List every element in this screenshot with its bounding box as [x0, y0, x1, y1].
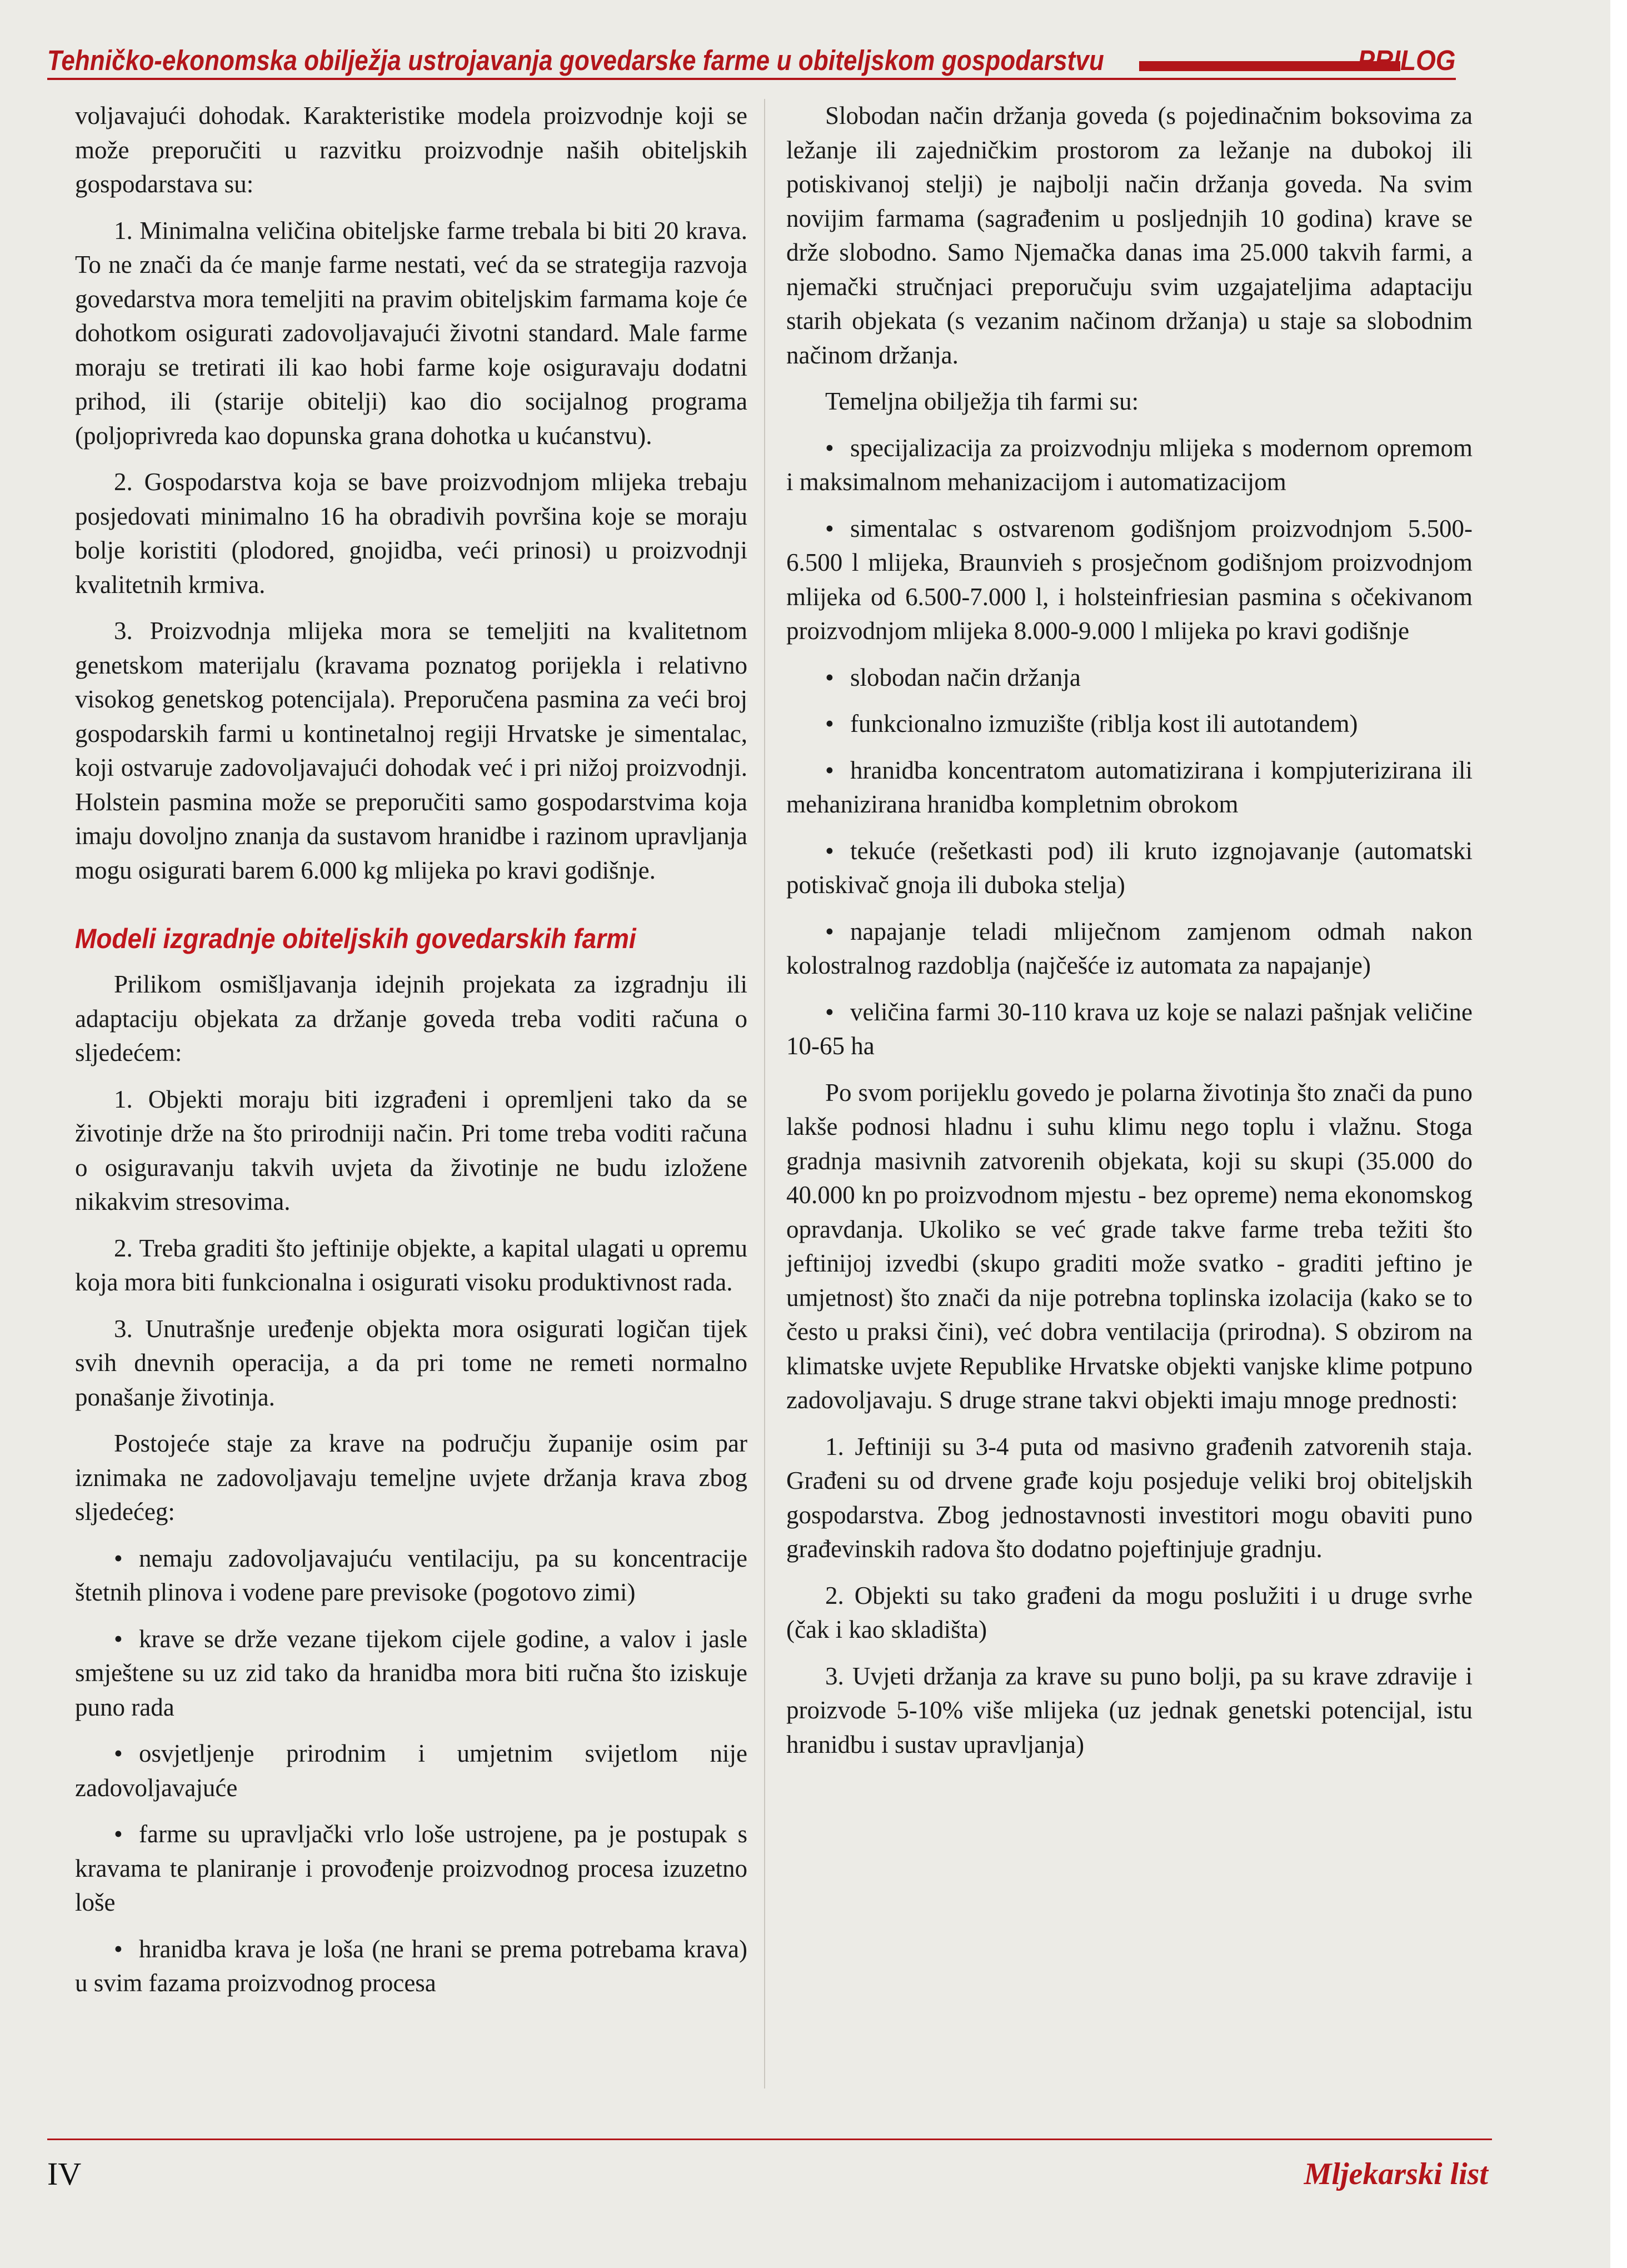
list-item [786, 995, 1473, 1064]
bullet-icon: • [825, 433, 834, 462]
paragraph: 3. Unutrašnje uređenje objekta mora osigurati logičan tijek svih dnevnih operacija, a da pri tome ne remeti normalno ponašanje životinja. [75, 1314, 747, 1411]
bullet-icon: • [825, 836, 834, 865]
list-item-text: hranidba koncentratom automatizirana i kompjuterizirana ili mehanizirana hranidba kompletnim obrokom [786, 756, 1473, 818]
bullet-icon: • [114, 1935, 123, 1963]
list-item-text: funkcionalno izmuzište (riblja kost ili autotandem) [850, 710, 1358, 737]
running-header [47, 32, 1456, 77]
bullet-icon: • [114, 1739, 123, 1767]
list-item-text: veličina farmi 30-110 krava uz koje se nalazi pašnjak veličine 10-65 ha [786, 998, 1473, 1060]
journal-name: Mljekarski list [1304, 2157, 1488, 2191]
list-item-text: hranidba krava je loša (ne hrani se prema potrebama krava) u svim fazama proizvodnog procesa [75, 1935, 747, 1997]
paragraph: 2. Gospodarstva koja se bave proizvodnjom mlijeka trebaju posjedovati minimalno 16 ha obradivih površina koje se moraju bolje koristiti (plodored, gnojidba, veći prinosi) u proizvodnji kvalitetnih krmiva. [75, 468, 747, 599]
list-item [786, 834, 1473, 903]
paragraph: Postojeće staje za krave na području županije osim par iznimaka ne zadovoljavaju temeljne uvjete držanja krava zbog sljedećeg: [75, 1429, 747, 1526]
list-item [786, 661, 1473, 695]
list-item [75, 1542, 747, 1610]
paragraph: 1. Objekti moraju biti izgrađeni i opremljeni tako da se životinje drže na što prirodniji način. Pri tome treba voditi računa o osiguravanju takvih uvjeta da životinje ne budu izložene nikakvim stresovima. [75, 1085, 747, 1215]
paragraph: Prilikom osmišljavanja idejnih projekata za izgradnju ili adaptaciju objekata za držanje goveda treba voditi računa o sljedećem: [75, 970, 747, 1066]
column-divider [764, 99, 765, 2088]
bullet-icon: • [825, 710, 834, 737]
paragraph: Slobodan način držanja goveda (s pojedinačnim boksovima za ležanje ili zajedničkim prostorom za ležanje na dubokoj ili potiskivanoj stelji) je najbolji način držanja goveda. Na svim novijim farmama (sagrađenim u posljednjih 10 godina) krave se drže slobodno. Samo Njemačka danas ima 25.000 takvih farmi, a njemački stručnjaci preporučuju svim uzgajateljima adaptaciju starih objekata (s vezanim načinom držanja) u staje sa slobodnim načinom držanja. [786, 102, 1473, 369]
list-item [75, 1622, 747, 1725]
bullet-list [75, 1542, 747, 2001]
list-item-text: slobodan način držanja [850, 663, 1081, 691]
paragraph: voljavajući dohodak. Karakteristike modela proizvodnje koji se može preporučiti u razvitku proizvodnje naših obiteljskih gospodarstava su: [75, 102, 747, 198]
paragraph: 1. Jeftiniji su 3-4 puta od masivno građenih zatvorenih staja. Građeni su od drvene građe koju posjeduje veliki broj obiteljskih gospodarstva. Zbog jednostavnosti investitori mogu obaviti puno građevinskih radova što dodatno pojeftinjuje gradnju. [786, 1432, 1473, 1563]
bullet-icon: • [825, 756, 834, 784]
header-underline [47, 78, 1456, 80]
list-item-text: simentalac s ostvarenom godišnjom proizvodnjom 5.500-6.500 l mlijeka, Braunvieh s prosječnom godišnjom proizvodnjom mlijeka od 6.500-7.000 l, i holsteinfriesian pasmina s očekivanom proizvodnjom mlijeka 8.000-9.000 l mlijeka po kravi godišnje [786, 514, 1473, 645]
paragraph: Po svom porijeklu govedo je polarna životinja što znači da puno lakše podnosi hladnu i suhu klimu nego toplu i vlažnu. Stoga gradnja masivnih zatvorenih objekata, koji su skupi (35.000 do 40.000 kn po proizvodnom mjestu - bez opreme) nema ekonomskog opravdanja. Ukoliko se već grade takve farme treba težiti što jeftinijoj izvedbi (skupo graditi može svatko - graditi jeftino je umjetnost) što znači da nije potrebna toplinska izolacija (kako se to često u praksi čini), već dobra ventilacija (prirodna). S obzirom na klimatske uvjete Republike Hrvatske objekti vanjske klime potpuno zadovoljavaju. S druge strane takvi objekti imaju mnoge prednosti: [786, 1078, 1473, 1414]
list-item-text: farme su upravljački vrlo loše ustrojene, pa je postupak s kravama te planiranje i provođenje proizvodnog procesa izuzetno loše [75, 1820, 747, 1916]
list-item [75, 1817, 747, 1920]
left-column [75, 99, 747, 2013]
right-column [786, 99, 1473, 1774]
list-item [786, 915, 1473, 983]
bullet-list [786, 431, 1473, 1064]
footer-rule [47, 2139, 1492, 2140]
header-title: Tehničko-ekonomska obilježja ustrojavanja govedarske farme u obiteljskom gospodarstvu [47, 44, 1104, 76]
list-item [786, 512, 1473, 649]
section-heading: Modeli izgradnje obiteljskih govedarskih farmi [75, 923, 636, 954]
list-item-text: napajanje teladi mliječnom zamjenom odmah nakon kolostralnog razdoblja (najčešće iz automata za napajanje) [786, 917, 1473, 979]
list-item-text: nemaju zadovoljavajuću ventilaciju, pa su koncentracije štetnih plinova i vodene pare previsoke (pogotovo zimi) [75, 1544, 747, 1606]
list-item [75, 1932, 747, 2001]
list-item [75, 1737, 747, 1805]
bullet-icon: • [114, 1624, 123, 1653]
header-section-label: PRILOG [1358, 44, 1456, 76]
bullet-icon: • [825, 917, 834, 945]
list-item [786, 707, 1473, 741]
bullet-icon: • [825, 998, 834, 1026]
bullet-icon: • [114, 1544, 123, 1572]
paragraph: Temeljna obilježja tih farmi su: [825, 387, 1139, 415]
scan-edge [1610, 0, 1627, 2268]
page-number: IV [47, 2156, 82, 2192]
bullet-icon: • [825, 514, 834, 542]
paragraph: 3. Proizvodnja mlijeka mora se temeljiti na kvalitetnom genetskom materijalu (kravama poznatog porijekla i relativno visokog genetskog potencijala). Preporučena pasmina za veći broj gospodarskih farmi u kontinetalnoj regiji Hrvatske je simentalac, koji ostvaruje zadovoljavajući dohodak već i pri nižoj proizvodnji. Holstein pasmina može se preporučiti samo gospodarstvima koja imaju dovoljno znanja da sustavom hranidbe i razinom upravljanja mogu osigurati barem 6.000 kg mlijeka po kravi godišnje. [75, 617, 747, 884]
bullet-icon: • [825, 663, 834, 691]
list-item-text: osvjetljenje prirodnim i umjetnim svijetlom nije zadovoljavajuće [75, 1739, 747, 1802]
paragraph: 3. Uvjeti držanja za krave su puno bolji, pa su krave zdravije i proizvode 5-10% više mlijeka (uz jednak genetski potencijal, istu hranidbu i sustav upravljanja) [786, 1662, 1473, 1758]
paragraph: 1. Minimalna veličina obiteljske farme trebala bi biti 20 krava. To ne znači da će manje farme nestati, već da se strategija razvoja govedarstva mora temeljiti na pravim obiteljskim farmama koje će dohotkom osigurati zadovoljavajući životni standard. Male farme moraju se tretirati ili kao hobi farme koje osiguravaju dodatni prihod, ili (starije obitelji) kao dio socijalnog programa (poljoprivreda kao dopunska grana dohotka u kućanstvu). [75, 216, 747, 450]
bullet-icon: • [114, 1820, 123, 1848]
list-item-text: specijalizacija za proizvodnju mlijeka s modernom opremom i maksimalnom mehanizacijom i automatizacijom [786, 433, 1473, 496]
list-item [786, 431, 1473, 500]
paragraph: 2. Treba graditi što jeftinije objekte, a kapital ulagati u opremu koja mora biti funkcionalna i osigurati visoku produktivnost rada. [75, 1234, 747, 1296]
list-item [786, 754, 1473, 822]
paragraph: 2. Objekti su tako građeni da mogu poslužiti i u druge svrhe (čak i kao skladišta) [786, 1581, 1473, 1643]
list-item-text: krave se drže vezane tijekom cijele godine, a valov i jasle smještene su uz zid tako da hranidba mora biti ručna što iziskuje puno rada [75, 1624, 747, 1721]
list-item-text: tekuće (rešetkasti pod) ili kruto izgnojavanje (automatski potiskivač gnoja ili duboka stelja) [786, 836, 1473, 899]
